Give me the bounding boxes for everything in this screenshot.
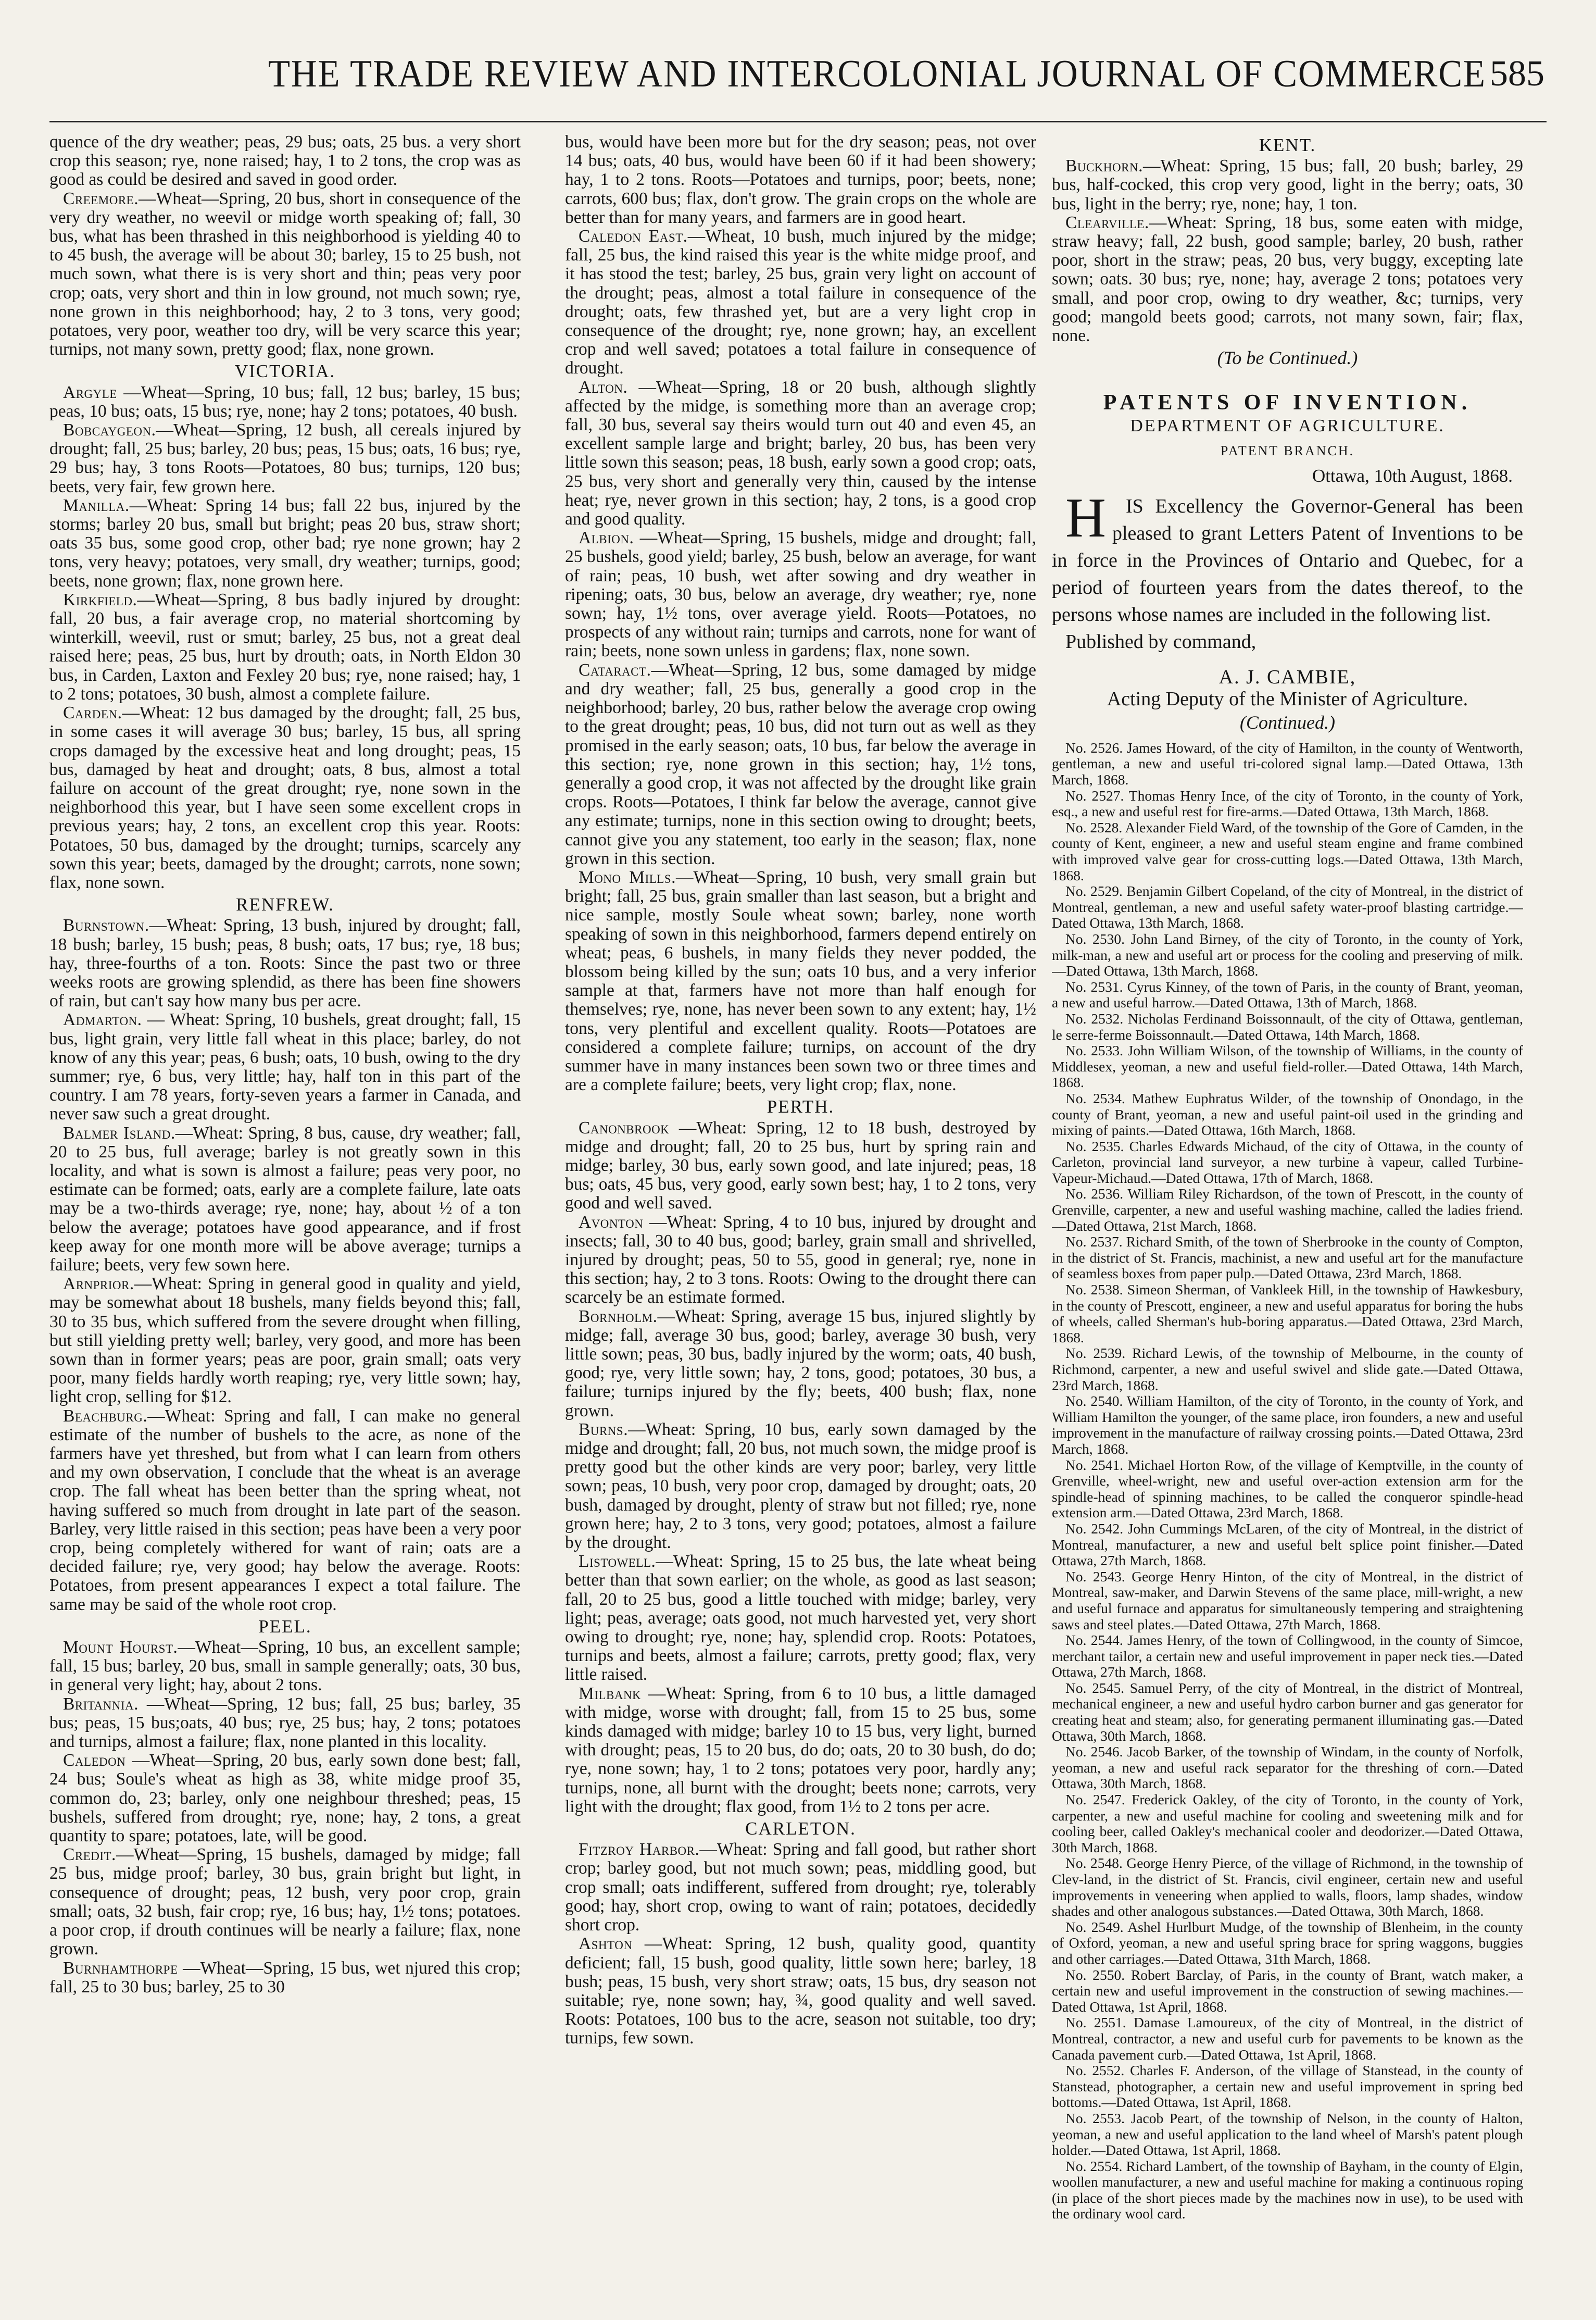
place-name: Bornholm. [579,1306,658,1326]
section-heading-peel: PEEL. [258,1616,312,1637]
report-text: —Wheat: Spring 14 bus; fall 22 bus, injured by the storms; barley 20 bus, small but bright; peas 20 bus, straw short; oats 35 bus, some good crop, other bad; rye none grown; hay 2 tons, very heavy; potatoes, very small, dry weather; turnips, good; beets, none grown; flax, none grown here. [49,495,521,591]
place-name: Fitzroy Harbor. [579,1840,700,1860]
report-text: — Wheat: Spring, 10 bushels, great drought; fall, 15 bus, light grain, very little fall wheat in this place; barley, do not know of any this year; peas, 6 bush; oats, 10 bush, owing to the dry summer; rye, 6 bus, very little; hay, half ton in this part of the country. I am 78 years, forty-seven years a farmer in Canada, and never saw such a great drought. [49,1010,521,1124]
report-text: —Wheat: 12 bus damaged by the drought; fall, 25 bus, in some cases it will average 30 bus; barley, 15 bus, all spring crops damaged by the excessive heat and long drought; peas, 15 bus, damaged by heat and drought; oats, 8 bus, almost a total failure on account of the great drought; rye, none sown in the neighborhood this year, but I have seen some excellent crops in previous years; hay, 2 tons, an excellent crop this year. Roots: Potatoes, 50 bus, damaged by the drought; turnips, scarcely any sown this year; beets, damaged by the drought; carrots, none sown; flax, none sown. [49,703,521,892]
report-entry [49,1011,521,1124]
place-name: Admarton. [63,1010,142,1030]
patent-entry: No. 2551. Damase Lamoureux, of the city of Montreal, in the district of Montreal, contractor, a new and useful curb for pavements to be known as the Canada pavement curb.—Dated Ottawa, 1st April, 1868. [1052,2014,1523,2063]
section-heading-victoria: VICTORIA. [234,361,336,382]
report-text: —Wheat—Spring, 10 bush, very small grain but bright; fall, 25 bus, grain smaller than last season, but a bright and nice sample, mostly Soule wheat sown; barley, none worth speaking of sown in this neighborhood, farmers depend entirely on wheat; peas, 6 bushels, in many fields they never podded, the blossom being killed by the sun; oats 10 bus, and a very inferior sample at that, farmers have not more than half enough for themselves; rye, none, has never been sown to any extent; hay, 1½ tons, very plentiful and excellent quality. Roots—Potatoes are considered a complete failure; turnips, on account of the dry summer have in many instances been sown two or three times and are a complete failure; beets, very light crop; flax, none. [565,867,1036,1095]
report-entry [49,496,521,591]
signer-name: A. J. CAMBIE, [1218,666,1356,689]
place-name: Bobcaygeon. [63,420,156,440]
report-entry [49,421,521,496]
section-heading-renfrew: RENFREW. [236,894,334,915]
report-entry [565,1119,1036,1213]
report-text: —Wheat—Spring, 20 bus, early sown done best; fall, 24 bus; Soule's wheat as high as 38, white midge proof 35, common do, 23; barley, only one neighbour threshed; peas, 15 bushels, suffered from drought; rye, none; hay, 2 tons, a great quantity to spare; potatoes, late, will be good. [49,1751,521,1846]
signer-title: Acting Deputy of the Minister of Agriculture. [1107,688,1468,710]
report-text: —Wheat: Spring, 15 to 25 bus, the late wheat being better than that sown earlier; on the whole, as good as last season; fall, 20 to 25 bus, good a little touched with midge; barley, very light; peas, average; oats good, not much harvested yet, very short owing to drought; rye, none; hay, splendid crop. Roots: Potatoes, turnips and beets, almost a failure; carrots, pretty good; flax, very little raised. [565,1552,1036,1685]
report-entry [565,661,1036,868]
column-2-opening-text: bus, would have been more but for the dry season; peas, not over 14 bus; oats, 40 bus, would have been 60 if it had been showery; hay, 1 to 2 tons. Roots—Potatoes and turnips, poor; beets, none; carrots, 600 bus; flax, don't grow. The grain crops on the whole are better than for many years, and farmers are in good heart. [565,133,1036,227]
report-text: —Wheat: Spring, 15 bus; fall, 20 bush; barley, 29 bus, half-cocked, this crop very good, light in the berry; oats, 30 bus, light in the berry; rye, none; hay, 1 ton. [1052,156,1523,214]
report-text: —Wheat, 10 bush, much injured by the midge; fall, 25 bus, the kind raised this year is the white midge proof, and it has stood the test; barley, 25 bus, grain very light on account of the drought; peas, almost a total failure in consequence of the drought; oats, few thrashed yet, but are a very light crop in consequence of the drought; rye, none grown; hay, an excellent crop and well saved; potatoes a total failure in consequence of drought. [565,227,1036,378]
patent-entry: No. 2541. Michael Horton Row, of the village of Kemptville, in the county of Grenville, wheel-wright, new and useful over-action extension arm for the spindle-head of spinning machines, to be called the conqueror spindle-head extension arm.—Dated Ottawa, 23rd March, 1868. [1052,1456,1523,1521]
patents-heading: PATENTS OF INVENTION. [1103,391,1472,415]
patent-entry: No. 2536. William Riley Richardson, of the town of Prescott, in the county of Grenville, carpenter, a new and useful washing machine, called the ladies friend.—Dated Ottawa, 21st March, 1868. [1052,1186,1523,1234]
report-entry [49,591,521,704]
section-heading-perth: PERTH. [766,1096,835,1117]
place-name: Carden. [63,703,122,723]
place-name: Cataract. [579,660,651,680]
place-name: Milbank [579,1683,642,1703]
patent-entry: No. 2533. John William Wilson, of the township of Williams, in the county of Middlesex, yeoman, a new and useful field-roller.—Dated Ottawa, 14th March, 1868. [1052,1042,1523,1091]
report-text: —Wheat: Spring, 12 bush, quality good, quantity deficient; fall, 15 bush, good quality, little sown here; barley, 18 bush; peas, 15 bush, very short straw; oats, 15 bus, dry season not suitable; rye, none sown; hay, ¾, good quality and well saved. Roots: Potatoes, 100 bus to the acre, season not suitable, too dry; turnips, few sown. [565,1934,1036,2048]
column-2 [565,133,1036,2294]
report-entry [49,1638,521,1695]
report-entry [565,1307,1036,1420]
place-name: Ashton [579,1934,633,1954]
drop-cap: H [1065,487,1106,550]
place-name: Burnstown. [63,916,149,936]
section-heading-kent: KENT. [1259,135,1316,155]
patent-entry: No. 2531. Cyrus Kinney, of the town of Paris, in the county of Brant, yeoman, a new and useful harrow.—Dated Ottawa, 13th of March, 1868. [1052,978,1523,1011]
report-entry [49,1124,521,1275]
continued-note: (Continued.) [1240,712,1335,733]
report-text: —Wheat: Spring, 8 bus, cause, dry weather; fall, 20 to 25 bus, full average; barley is not greatly sown in this locality, and what is sown is almost a failure; peas very poor, no estimate can be formed; oats, early are a complete failure, late oats may be a two-thirds average; rye, none; hay, about ½ of a ton below the average; potatoes have good appearance, and if frost keep away for one month more will be above average; turnips a failure; beets, very few sown here. [49,1123,521,1275]
place-name: Burns. [579,1419,629,1439]
report-text: —Wheat: Spring in general good in quality and yield, may be somewhat about 18 bushels, many fields beyond this; fall, 30 to 35 bus, which suffered from the severe drought when filling, but still yielding pretty well; barley, very good, and more has been sown than in former years; peas are poor, grain small; oats very poor, many fields hardly worth reaping; rye, very little sown; hay, light crop, selling for $12. [49,1274,521,1407]
patent-entry: No. 2547. Frederick Oakley, of the city of Toronto, in the county of York, carpenter, a new and useful machine for cooling and sweetening milk and for cooling beer, called Oakley's mechanical cooler and deodorizer.—Dated Ottawa, 30th March, 1868. [1052,1791,1523,1855]
place-name: Britannia. [63,1694,139,1714]
report-text: —Wheat—Spring, 8 bus badly injured by drought: fall, 20 bus, a fair average crop, no material shortcoming by winterkill, weevil, rust or smut; barley, 25 bus, not a great deal raised here; peas, 25 bus, hurt by drouth; oats, in North Eldon 30 bus, in Carden, Laxton and Fexley 20 bus; rye, none raised; hay, 1 to 2 tons; potatoes, 30 bush, almost a complete failure. [49,590,521,704]
patent-entry: No. 2543. George Henry Hinton, of the city of Montreal, in the district of Montreal, saw-maker, and Darwin Stevens of the same place, mill-wright, a new and useful furnace and apparatus for simultaneously tempering and straightening saws and steel plates.—Dated Ottawa, 27th March, 1868. [1052,1568,1523,1632]
report-text: —Wheat: Spring, 18 bus, some eaten with midge, straw heavy; fall, 22 bush, good sample; barley, 20 bush, rather poor, short in the straw; peas, 20 bus, very buggy, excepting late sown; oats. 30 bus; rye, none; hay, average 2 tons; potatoes very small, and poor crop, owing to dry weather, &c; turnips, very good; mangold beets good; carrots, not many sown, fair; flax, none. [1052,213,1523,346]
patent-entry: No. 2528. Alexander Field Ward, of the township of the Gore of Camden, in the county of Kent, engineer, a new and useful steam engine and frame combined with improved valve gear for cross-cutting logs.—Dated Ottawa, 13th March, 1868. [1052,819,1523,883]
column-1-opening-text: quence of the dry weather; peas, 29 bus; oats, 25 bus. a very short crop this season; rye, none raised; hay, 1 to 2 tons, the crop was as good as could be desired and saved in good order. [49,133,521,190]
patent-entry: No. 2530. John Land Birney, of the city of Toronto, in the county of York, milk-man, a new and useful art or process for the cooling and preserving of milk.—Dated Ottawa, 13th March, 1868. [1052,930,1523,979]
report-entry [49,916,521,1011]
report-entry [565,868,1036,1094]
report-entry [565,1840,1036,1935]
report-text: —Wheat: Spring and fall, I can make no general estimate of the number of bushels to the acre, as none of the farmers have yet threshed, but from what I can learn from others and my own observation, I conclude that the wheat is an average crop. The fall wheat has been better than the spring wheat, not having suffered so much from drought in late part of the season. Barley, very little raised in this section; peas have been a very poor crop, being completely withered for want of rain; oats are a decided failure; rye, very good; hay below the average. Roots: Potatoes, from present appearances I expect a total failure. The same may be said of the whole root crop. [49,1406,521,1614]
patent-entry: No. 2550. Robert Barclay, of Paris, in the county of Brant, watch maker, a certain new and useful improvement in the construction of sewing machines.—Dated Ottawa, 1st April, 1868. [1052,1966,1523,2015]
report-entry [565,378,1036,529]
place-name: Balmer Island. [63,1123,175,1143]
report-entry [49,1407,521,1614]
report-text: —Wheat: Spring, 13 bush, injured by drought; fall, 18 bush; barley, 15 bush; peas, 8 bush; oats, 17 bus; rye, 18 bus; hay, three-fourths of a ton. Roots: Since the past two or three weeks roots are growing splendid, as there has been fine showers of rain, but can't say how many bus per acre. [49,916,521,1011]
place-name: Manilla. [63,495,130,515]
report-text: —Wheat—Spring, 12 bush, all cereals injured by drought; fall, 25 bus; barley, 20 bus; peas, 15 bus; oats, 16 bus; rye, 29 bus; hay, 3 tons Roots—Potatoes, 80 bus; turnips, 120 bus; beets, very fair, few grown here. [49,420,521,496]
place-name: Avonton [579,1212,644,1232]
report-text: —Wheat: Spring, average 15 bus, injured slightly by midge; fall, average 30 bus, good; barley, average 30 bush, very little sown; peas, 30 bus, badly injured by the worm; oats, 40 bush, good; rye, very little sown; hay, 2 tons, good; potatoes, 30 bus, a failure; turnips injured by the fly; beets, 400 bush; flax, none grown. [565,1306,1036,1420]
place-name: Mount Hourst. [63,1638,178,1657]
report-text: —Wheat—Spring, 18 or 20 bush, although slightly affected by the midge, is something more than an average crop; fall, 30 bus, several say theirs would turn out 40 and even 45, an excellent sample large and bright; barley, 20 bus, has been very little sown this season; peas, 18 bush, early sown a good crop; oats, 25 bus, very short and generally very thin, caused by the intense heat; rye, never grown in this section; hay, 2 tons, is a good crop and good quality. [565,377,1036,529]
journal-title: THE TRADE REVIEW AND INTERCOLONIAL JOURNAL OF COMMERCE [268,53,1486,95]
report-entry [49,383,521,421]
place-name: Argyle [63,382,117,402]
patent-entry: No. 2553. Jacob Peart, of the township of Nelson, in the county of Halton, yeoman, a new and useful application to the land wheel of Marsh's patent plough holder.—Dated Ottawa, 1st April, 1868. [1052,2110,1523,2159]
patent-entry: No. 2552. Charles F. Anderson, of the village of Stanstead, in the county of Stanstead, photographer, a certain new and useful improvement in spring bed bottoms.—Dated Ottawa, 1st April, 1868. [1052,2062,1523,2111]
published-by-command: Published by command, [1065,631,1256,653]
report-text: —Wheat—Spring, 20 bus, short in consequence of the very dry weather, no weevil or midge worth speaking of; fall, 30 bus, what has been thrashed in this neighborhood is yielding 40 to to 45 bush, the average will be about 30; barley, 15 to 25 bush, not much sown, what there is is very short and thin; peas very poor crop; oats, very short and thin in low ground, not much sown; rye, none grown in this neighborhood; hay, 2 to 3 tons, very good; potatoes, very poor, weather too dry, will be very scarce this year; turnips, not many sown, pretty good; flax, none grown. [49,189,521,359]
report-text: —Wheat—Spring, 10 bus; fall, 12 bus; barley, 15 bus; peas, 10 bus; oats, 15 bus; rye, none; hay 2 tons; potatoes, 40 bush. [49,382,521,421]
report-entry [565,1935,1036,2048]
place-name: Canonbrook [579,1118,670,1138]
report-entry [49,1275,521,1406]
report-entry [49,1695,521,1752]
place-name: Clearville. [1065,213,1149,232]
report-text: —Wheat—Spring, 12 bus; fall, 25 bus; barley, 35 bus; peas, 15 bus;oats, 40 bus; rye, 25 bus; hay, 2 tons; potatoes and turnips, almost a failure; flax, none planted in this locality. [49,1694,521,1752]
report-entry [1052,214,1523,345]
report-entry [565,529,1036,660]
report-entry [1052,157,1523,214]
report-entry [565,1213,1036,1307]
patent-entry: No. 2540. William Hamilton, of the city of Toronto, in the county of York, and William Hamilton the younger, of the same place, iron founders, a new and useful improvement in the manufacture of railway crossing points.—Dated Ottawa, 23rd March, 1868. [1052,1393,1523,1457]
report-entry [565,1420,1036,1552]
patent-notice-text: IS Excellency the Governor-General has been pleased to grant Letters Patent of Inventions to be in force in the Provinces of Ontario and Quebec, for a period of fourteen years from the dates thereof, to the persons whose names are included in the following list. [1052,495,1523,626]
place-name: Buckhorn. [1065,156,1143,176]
report-entry [49,1845,521,1959]
place-name: Caledon [63,1751,126,1770]
patent-entry: No. 2537. Richard Smith, of the town of Sherbrooke in the county of Compton, in the district of St. Francis, machinist, a new and useful art for the manufacture of seamless boxes from paper pulp.—Dated Ottawa, 23rd March, 1868. [1052,1233,1523,1282]
dateline: Ottawa, 10th August, 1868. [1312,466,1513,487]
place-name: Albion. [579,528,634,548]
patent-entry: No. 2546. Jacob Barker, of the township of Windam, in the county of Norfolk, yeoman, a new and useful rack separator for the threshing of corn.—Dated Ottawa, 30th March, 1868. [1052,1743,1523,1792]
patent-entry: No. 2545. Samuel Perry, of the city of Montreal, in the district of Montreal, mechanical engineer, a new and useful hydro carbon burner and gas generator for creating heat and steam; also, for generating permanent illuminating gas.—Dated Ottawa, 30th March, 1868. [1052,1679,1523,1744]
patent-entry: No. 2529. Benjamin Gilbert Copeland, of the city of Montreal, in the district of Montreal, gentleman, a new and useful safety water-proof blasting cartridge.—Dated Ottawa, 13th March, 1868. [1052,883,1523,931]
section-heading-carleton: CARLETON. [745,1818,856,1839]
page-header [49,48,1547,122]
patent-entry: No. 2535. Charles Edwards Michaud, of the city of Ottawa, in the county of Carleton, provincial land surveyor, a new turbine à vapeur, called Turbine-Vapeur-Michaud.—Dated Ottawa, 17th of March, 1868. [1052,1138,1523,1186]
report-text: —Wheat—Spring, 15 bus, wet njured this crop; fall, 25 to 30 bus; barley, 25 to 30 [49,1958,521,1997]
patent-entry: No. 2539. Richard Lewis, of the township of Melbourne, in the county of Richmond, carpenter, a new and useful swivel and slide gate.—Dated Ottawa, 23rd March, 1868. [1052,1345,1523,1393]
place-name: Alton. [579,377,628,397]
report-text: —Wheat—Spring, 15 bushels, midge and drought; fall, 25 bushels, good yield; barley, 25 bush, below an average, for want of rain; peas, 10 bush, wet after sowing and dry weather in ripening; oats, 30 bus, below an average, dry weather; rye, none sown; hay, 1½ tons, over average yield. Roots—Potatoes, no prospects of any without rain; turnips and carrots, none for want of rain; beets, none sown unless in gardens; flax, none sown. [565,528,1036,661]
patent-notice [1052,487,1523,628]
report-entry [49,1959,521,1997]
place-name: Creemore. [63,189,139,208]
report-text: —Wheat—Spring, 12 bus, some damaged by midge and dry weather; fall, 25 bus, generally a good crop in the neighborhood; barley, 20 bus, rather below the average crop owing to the great drought; peas, 10 bus, did not turn out as well as they promised in the early season; oats, 10 bus, far below the average in this section; rye, none grown in this section; hay, 1½ tons, generally a good crop, it was not affected by the drought like grain crops. Roots—Potatoes, I think far below the average, cannot give any estimate; turnips, none in this section owing to drought; beets, cannot give you any statement, too early in the season; flax, none grown in this section. [565,660,1036,868]
report-entry [49,704,521,892]
report-entry [49,190,521,359]
report-text: —Wheat—Spring, 15 bushels, damaged by midge; fall 25 bus, midge proof; barley, 30 bus, grain bright but light, in consequence of drought; peas, 12 bush, very poor crop, grain small; oats, 32 bush, fair crop; rye, 16 bus; hay, 1½ tons; potatoes. a poor crop, if drouth continues will be nearly a failure; flax, none grown. [49,1845,521,1959]
patent-entry: No. 2534. Mathew Euphratus Wilder, of the township of Onondago, in the county of Brant, yeoman, a new and useful paint-oil used in the grinding and mixing of paints.—Dated Ottawa, 16th March, 1868. [1052,1090,1523,1139]
patent-entry: No. 2527. Thomas Henry Ince, of the city of Toronto, in the county of York, esq., a new and useful rest for fire-arms.—Dated Ottawa, 13th March, 1868. [1052,787,1523,820]
report-text: —Wheat: Spring, from 6 to 10 bus, a little damaged with midge, worse with drought; fall, from 15 to 25 bus, some kinds damaged with midge; barley 10 to 15 bus, very light, burned with drought; peas, 15 to 20 bus, do do; oats, 20 to 30 bush, do do; rye, none sown; hay, 1 to 2 tons; potatoes very poor, hardly any; turnips, none, all burnt with the drought; beets none; carrots, very light with the drought; flax good, from 1½ to 2 tons per acre. [565,1683,1036,1816]
place-name: Beachburg. [63,1406,148,1426]
place-name: Caledon East. [579,227,688,246]
report-text: —Wheat: Spring, 4 to 10 bus, injured by drought and insects; fall, 30 to 40 bus, good; barley, grain small and shrivelled, injured by drought; peas, 50 to 55, good in general; rye, none in this section; hay, 2 to 3 tons. Roots: Owing to the drought there can scarcely be an estimate formed. [565,1212,1036,1307]
place-name: Credit. [63,1845,116,1865]
patent-entry: No. 2542. John Cummings McLaren, of the city of Montreal, in the district of Montreal, manufacturer, a new and useful belt splice point finisher.—Dated Ottawa, 27th March, 1868. [1052,1520,1523,1569]
place-name: Mono Mills. [579,867,676,887]
page-number: 585 [1490,54,1544,94]
report-entry [565,1552,1036,1684]
report-entry [565,1685,1036,1816]
place-name: Arnprior. [63,1274,134,1294]
column-1 [49,133,521,2294]
place-name: Kirkfield. [63,590,137,609]
to-be-continued-note: (To be Continued.) [1217,347,1358,369]
column-3 [1052,133,1523,2294]
place-name: Burnhamthorpe [63,1958,178,1978]
patent-entry: No. 2548. George Henry Pierce, of the village of Richmond, in the township of Clev-land, in the district of St. Francis, civil engineer, certain new and useful improvements in veneering when applied to walls, floors, lamp shades, window shades and other analogous substances.—Dated Ottawa, 30th March, 1868. [1052,1855,1523,1919]
patent-entry: No. 2538. Simeon Sherman, of Vankleek Hill, in the township of Hawkesbury, in the county of Prescott, engineer, a new and useful apparatus for boring the hubs of wheels, called Sherman's hub-boring apparatus.—Dated Ottawa, 23rd March, 1868. [1052,1281,1523,1345]
report-entry [49,1751,521,1845]
report-text: —Wheat: Spring, 12 to 18 bush, destroyed by midge and drought; fall, 20 to 25 bus, hurt by spring rain and midge; barley, 30 bus, early sown good, and late injured; peas, 18 bus; oats, 45 bus, very good, early sown best; hay, 1 to 2 tons, very good and well saved. [565,1118,1036,1213]
report-text: —Wheat—Spring, 10 bus, an excellent sample; fall, 15 bus; barley, 20 bus, small in sample generally; oats, 30 bus, in general very light; hay, about 2 tons. [49,1638,521,1695]
branch-heading: PATENT BRANCH. [1220,443,1355,458]
patent-list [1052,740,1523,2222]
department-heading: DEPARTMENT OF AGRICULTURE. [1130,416,1445,435]
patent-entry: No. 2532. Nicholas Ferdinand Boissonnault, of the city of Ottawa, gentleman, le serre-ferme Boissonnault.—Dated Ottawa, 14th March, 1868. [1052,1010,1523,1043]
patent-entry: No. 2554. Richard Lambert, of the township of Bayham, in the county of Elgin, woollen manufacturer, a new and useful machine for making a continuous roping (in place of the short pieces made by the machines now in use), to be used with the ordinary wool card. [1052,2157,1523,2222]
patent-entry: No. 2549. Ashel Hurlburt Mudge, of the township of Blenheim, in the county of Oxford, yeoman, a new and useful spring brace for spring waggons, buggies and other carriages.—Dated Ottawa, 31th March, 1868. [1052,1918,1523,1967]
place-name: Listowell. [579,1552,656,1571]
patent-entry: No. 2526. James Howard, of the city of Hamilton, in the county of Wentworth, gentleman, a new and useful tri-colored signal lamp.—Dated Ottawa, 13th March, 1868. [1052,739,1523,788]
report-text: —Wheat: Spring and fall good, but rather short crop; barley good, but not much sown; peas, middling good, but crop small; oats indifferent, suffered from drought; rye, tolerably good; hay, short crop, owing to want of rain; potatoes, decidedly short crop. [565,1840,1036,1935]
report-text: —Wheat: Spring, 10 bus, early sown damaged by the midge and drought; fall, 20 bus, not much sown, the midge proof is pretty good but the other kinds are very poor; barley, very little sown; peas, 10 bush, very poor crop, damaged by drought; oats, 20 bush, damaged by drought, plenty of straw but not filled; rye, none grown here; hay, 2 to 3 tons, very good; potatoes, almost a failure by the drought. [565,1419,1036,1553]
patent-entry: No. 2544. James Henry, of the town of Collingwood, in the county of Simcoe, merchant tailor, a certain new and useful improvement in paper neck ties.—Dated Ottawa, 27th March, 1868. [1052,1632,1523,1680]
report-entry [565,227,1036,378]
